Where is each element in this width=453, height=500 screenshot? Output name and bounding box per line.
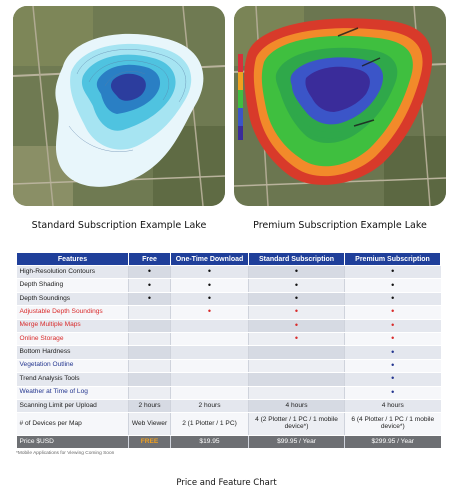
devices-row xyxy=(17,413,441,436)
price-premium: $299.95 / Year xyxy=(345,436,441,449)
feature-cell: • xyxy=(249,292,345,305)
feature-cell: • xyxy=(345,373,441,386)
feature-cell xyxy=(249,373,345,386)
feature-label: Depth Shading xyxy=(17,279,129,292)
feature-cell xyxy=(129,306,171,319)
feature-cell: • xyxy=(129,266,171,279)
table-row xyxy=(17,386,441,399)
feature-cell: • xyxy=(249,279,345,292)
feature-cell: • xyxy=(171,292,249,305)
feature-cell xyxy=(171,319,249,332)
scanning-limit-label: Scanning Limit per Upload xyxy=(17,399,129,412)
feature-comparison-table xyxy=(16,252,441,449)
standard-lake-map xyxy=(13,6,225,206)
feature-cell xyxy=(129,332,171,345)
premium-lake-map xyxy=(234,6,446,206)
table-row xyxy=(17,279,441,292)
feature-cell xyxy=(171,386,249,399)
table-row xyxy=(17,359,441,372)
feature-cell xyxy=(129,319,171,332)
feature-cell: • xyxy=(129,292,171,305)
feature-cell: • xyxy=(345,306,441,319)
feature-label: Vegetation Outline xyxy=(17,359,129,372)
premium-lake-caption: Premium Subscription Example Lake xyxy=(253,220,427,231)
devices-premium: 6 (4 Plotter / 1 PC / 1 mobile device*) xyxy=(345,413,441,436)
feature-cell: • xyxy=(129,279,171,292)
standard-lake-map-image xyxy=(13,6,225,206)
scanning-limit-row xyxy=(17,399,441,412)
feature-cell: • xyxy=(345,319,441,332)
header-features: Features xyxy=(17,253,129,266)
devices-standard: 4 (2 Plotter / 1 PC / 1 mobile device*) xyxy=(249,413,345,436)
price-free: FREE xyxy=(129,436,171,449)
table-header-row xyxy=(17,253,441,266)
feature-label: Trend Analysis Tools xyxy=(17,373,129,386)
feature-cell: • xyxy=(345,346,441,359)
feature-cell: • xyxy=(345,359,441,372)
feature-cell xyxy=(171,332,249,345)
feature-cell: • xyxy=(171,306,249,319)
mobile-footnote: *Mobile Applications for Viewing Coming Soon xyxy=(16,451,115,456)
feature-cell xyxy=(171,359,249,372)
feature-cell: • xyxy=(345,386,441,399)
feature-cell: • xyxy=(249,306,345,319)
price-feature-chart-title: Price and Feature Chart xyxy=(176,478,277,488)
premium-lake-map-image xyxy=(234,6,446,206)
table-row xyxy=(17,332,441,345)
feature-rows xyxy=(17,266,441,449)
devices-free: Web Viewer xyxy=(129,413,171,436)
price-one-time: $19.95 xyxy=(171,436,249,449)
scanning-limit-standard: 4 hours xyxy=(249,399,345,412)
feature-label: Depth Soundings xyxy=(17,292,129,305)
feature-cell xyxy=(129,373,171,386)
table-row xyxy=(17,306,441,319)
devices-label: # of Devices per Map xyxy=(17,413,129,436)
devices-one-time: 2 (1 Plotter / 1 PC) xyxy=(171,413,249,436)
feature-cell xyxy=(249,386,345,399)
feature-cell xyxy=(129,386,171,399)
feature-cell xyxy=(249,359,345,372)
table-row xyxy=(17,266,441,279)
feature-cell xyxy=(171,373,249,386)
feature-label: Weather at Time of Log xyxy=(17,386,129,399)
feature-cell: • xyxy=(171,279,249,292)
price-standard: $99.95 / Year xyxy=(249,436,345,449)
feature-label: Bottom Hardness xyxy=(17,346,129,359)
header-premium-subscription: Premium Subscription xyxy=(345,253,441,266)
standard-lake-caption: Standard Subscription Example Lake xyxy=(31,220,207,231)
table-row xyxy=(17,346,441,359)
feature-cell xyxy=(171,346,249,359)
header-one-time-download: One-Time Download xyxy=(171,253,249,266)
scanning-limit-free: 2 hours xyxy=(129,399,171,412)
scanning-limit-premium: 4 hours xyxy=(345,399,441,412)
feature-cell xyxy=(129,359,171,372)
table-row xyxy=(17,319,441,332)
feature-cell: • xyxy=(345,332,441,345)
price-label: Price $USD xyxy=(17,436,129,449)
header-standard-subscription: Standard Subscription xyxy=(249,253,345,266)
feature-label: High-Resolution Contours xyxy=(17,266,129,279)
feature-label: Online Storage xyxy=(17,332,129,345)
table-row xyxy=(17,373,441,386)
header-free: Free xyxy=(129,253,171,266)
feature-cell: • xyxy=(345,292,441,305)
feature-label: Merge Multiple Maps xyxy=(17,319,129,332)
feature-cell: • xyxy=(345,266,441,279)
feature-cell: • xyxy=(249,332,345,345)
feature-cell: • xyxy=(249,319,345,332)
feature-cell: • xyxy=(249,266,345,279)
feature-cell: • xyxy=(345,279,441,292)
feature-cell xyxy=(129,346,171,359)
feature-cell: • xyxy=(171,266,249,279)
table-row xyxy=(17,292,441,305)
price-row xyxy=(17,436,441,449)
feature-cell xyxy=(249,346,345,359)
feature-label: Adjustable Depth Soundings xyxy=(17,306,129,319)
scanning-limit-one-time: 2 hours xyxy=(171,399,249,412)
